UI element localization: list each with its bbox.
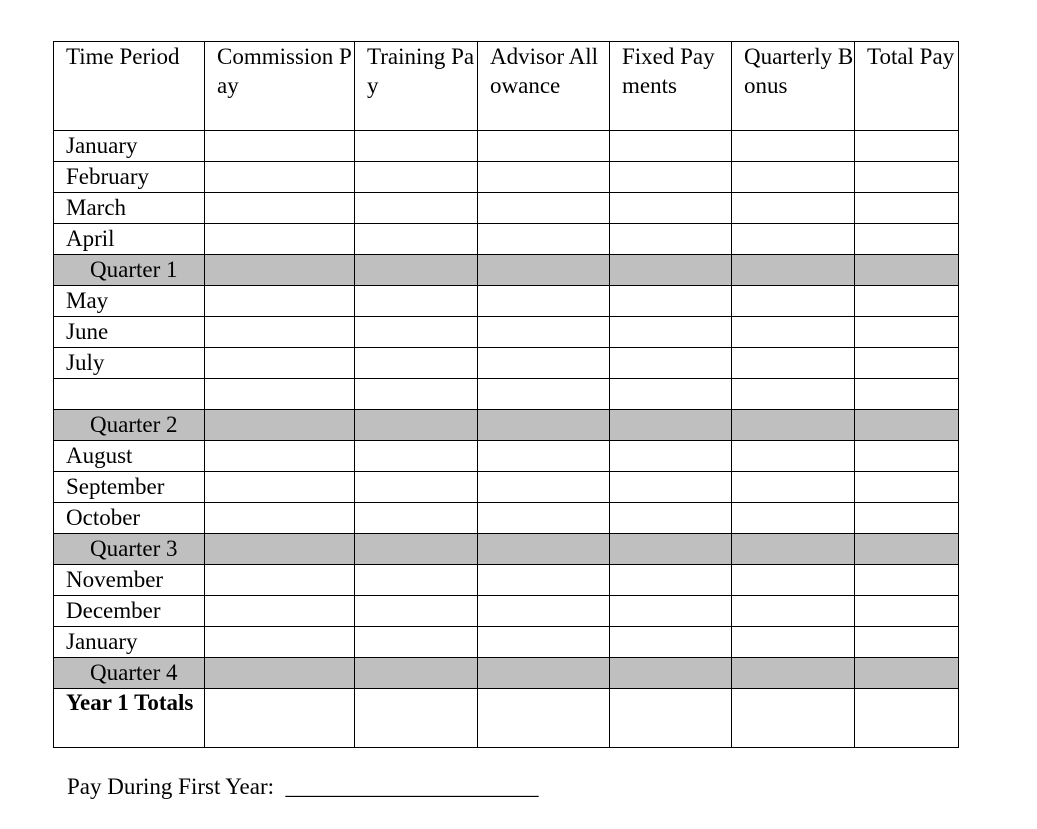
advisor-allowance-cell[interactable] — [478, 472, 610, 503]
training-pay-cell[interactable] — [355, 410, 478, 441]
quarterly-bonus-cell[interactable] — [732, 162, 855, 193]
total-pay-cell[interactable] — [855, 689, 959, 748]
fixed-payments-cell[interactable] — [610, 317, 732, 348]
total-pay-cell[interactable] — [855, 472, 959, 503]
quarter-row — [54, 410, 959, 441]
quarterly-bonus-cell[interactable] — [732, 441, 855, 472]
time-period-cell: November — [54, 565, 205, 596]
fixed-payments-cell[interactable] — [610, 596, 732, 627]
training-pay-cell[interactable] — [355, 379, 478, 410]
table-row — [54, 162, 959, 193]
commission-pay-cell[interactable] — [205, 255, 355, 286]
commission-pay-cell[interactable] — [205, 348, 355, 379]
quarter-row — [54, 534, 959, 565]
header-fixed-payments: Fixed Payments — [610, 42, 732, 131]
advisor-allowance-cell[interactable] — [478, 131, 610, 162]
time-period-cell: Quarter 3 — [54, 534, 205, 565]
table-body — [54, 131, 959, 748]
time-period-cell: September — [54, 472, 205, 503]
advisor-allowance-cell[interactable] — [478, 658, 610, 689]
commission-pay-cell[interactable] — [205, 596, 355, 627]
total-pay-cell[interactable] — [855, 131, 959, 162]
time-period-cell: Quarter 4 — [54, 658, 205, 689]
training-pay-cell[interactable] — [355, 596, 478, 627]
totals-row — [54, 689, 959, 748]
fixed-payments-cell[interactable] — [610, 348, 732, 379]
training-pay-cell[interactable] — [355, 503, 478, 534]
time-period-cell — [54, 379, 205, 410]
fixed-payments-cell[interactable] — [610, 410, 732, 441]
advisor-allowance-cell[interactable] — [478, 379, 610, 410]
total-pay-cell[interactable] — [855, 162, 959, 193]
advisor-allowance-cell[interactable] — [478, 193, 610, 224]
table-row — [54, 441, 959, 472]
table-row — [54, 379, 959, 410]
time-period-cell: Quarter 2 — [54, 410, 205, 441]
fixed-payments-cell[interactable] — [610, 193, 732, 224]
time-period-cell: July — [54, 348, 205, 379]
commission-pay-cell[interactable] — [205, 410, 355, 441]
fixed-payments-cell[interactable] — [610, 286, 732, 317]
header-quarterly-bonus: Quarterly Bonus — [732, 42, 855, 131]
training-pay-cell[interactable] — [355, 162, 478, 193]
training-pay-cell[interactable] — [355, 565, 478, 596]
fixed-payments-cell[interactable] — [610, 565, 732, 596]
total-pay-cell[interactable] — [855, 441, 959, 472]
total-pay-cell[interactable] — [855, 317, 959, 348]
header-advisor-allowance: Advisor Allowance — [478, 42, 610, 131]
training-pay-cell[interactable] — [355, 689, 478, 748]
commission-pay-cell[interactable] — [205, 503, 355, 534]
advisor-allowance-cell[interactable] — [478, 162, 610, 193]
time-period-cell: January — [54, 131, 205, 162]
quarter-row — [54, 255, 959, 286]
quarterly-bonus-cell[interactable] — [732, 317, 855, 348]
advisor-allowance-cell[interactable] — [478, 348, 610, 379]
header-commission-pay: Commission Pay — [205, 42, 355, 131]
header-training-pay: Training Pay — [355, 42, 478, 131]
total-pay-cell[interactable] — [855, 410, 959, 441]
fixed-payments-cell[interactable] — [610, 534, 732, 565]
advisor-allowance-cell[interactable] — [478, 441, 610, 472]
time-period-cell: January — [54, 627, 205, 658]
advisor-allowance-cell[interactable] — [478, 565, 610, 596]
commission-pay-cell[interactable] — [205, 472, 355, 503]
fixed-payments-cell[interactable] — [610, 131, 732, 162]
quarterly-bonus-cell[interactable] — [732, 379, 855, 410]
advisor-allowance-cell[interactable] — [478, 627, 610, 658]
training-pay-cell[interactable] — [355, 472, 478, 503]
time-period-cell: June — [54, 317, 205, 348]
pay-table — [53, 41, 959, 748]
table-row — [54, 565, 959, 596]
table-row — [54, 596, 959, 627]
quarterly-bonus-cell[interactable] — [732, 286, 855, 317]
table-row — [54, 224, 959, 255]
table-row — [54, 317, 959, 348]
fixed-payments-cell[interactable] — [610, 224, 732, 255]
total-pay-cell[interactable] — [855, 658, 959, 689]
fixed-payments-cell[interactable] — [610, 627, 732, 658]
time-period-cell: October — [54, 503, 205, 534]
table-row — [54, 472, 959, 503]
commission-pay-cell[interactable] — [205, 441, 355, 472]
table-row — [54, 503, 959, 534]
time-period-cell: May — [54, 286, 205, 317]
commission-pay-cell[interactable] — [205, 534, 355, 565]
quarterly-bonus-cell[interactable] — [732, 255, 855, 286]
training-pay-cell[interactable] — [355, 193, 478, 224]
quarterly-bonus-cell[interactable] — [732, 565, 855, 596]
quarter-row — [54, 658, 959, 689]
fixed-payments-cell[interactable] — [610, 255, 732, 286]
commission-pay-cell[interactable] — [205, 162, 355, 193]
training-pay-cell[interactable] — [355, 534, 478, 565]
total-pay-cell[interactable] — [855, 193, 959, 224]
commission-pay-cell[interactable] — [205, 565, 355, 596]
commission-pay-cell[interactable] — [205, 286, 355, 317]
commission-pay-cell[interactable] — [205, 317, 355, 348]
table-row — [54, 348, 959, 379]
fixed-payments-cell[interactable] — [610, 689, 732, 748]
quarterly-bonus-cell[interactable] — [732, 627, 855, 658]
time-period-cell: December — [54, 596, 205, 627]
fixed-payments-cell[interactable] — [610, 658, 732, 689]
quarterly-bonus-cell[interactable] — [732, 224, 855, 255]
time-period-cell: Quarter 1 — [54, 255, 205, 286]
fixed-payments-cell[interactable] — [610, 441, 732, 472]
quarterly-bonus-cell[interactable] — [732, 689, 855, 748]
advisor-allowance-cell[interactable] — [478, 224, 610, 255]
total-pay-cell[interactable] — [855, 627, 959, 658]
commission-pay-cell[interactable] — [205, 193, 355, 224]
quarterly-bonus-cell[interactable] — [732, 534, 855, 565]
table-row — [54, 193, 959, 224]
advisor-allowance-cell[interactable] — [478, 503, 610, 534]
training-pay-cell[interactable] — [355, 317, 478, 348]
table-row — [54, 131, 959, 162]
training-pay-cell[interactable] — [355, 627, 478, 658]
commission-pay-cell[interactable] — [205, 658, 355, 689]
total-pay-cell[interactable] — [855, 286, 959, 317]
time-period-cell: March — [54, 193, 205, 224]
quarterly-bonus-cell[interactable] — [732, 348, 855, 379]
header-total-pay: Total Pay — [855, 42, 959, 131]
fixed-payments-cell[interactable] — [610, 379, 732, 410]
pay-first-year-line — [67, 772, 539, 802]
commission-pay-cell[interactable] — [205, 689, 355, 748]
advisor-allowance-cell[interactable] — [478, 410, 610, 441]
advisor-allowance-cell[interactable] — [478, 689, 610, 748]
total-pay-cell[interactable] — [855, 534, 959, 565]
commission-pay-cell[interactable] — [205, 379, 355, 410]
quarterly-bonus-cell[interactable] — [732, 193, 855, 224]
table-row — [54, 627, 959, 658]
header-time-period: Time Period — [54, 42, 205, 131]
training-pay-cell[interactable] — [355, 348, 478, 379]
advisor-allowance-cell[interactable] — [478, 596, 610, 627]
advisor-allowance-cell[interactable] — [478, 534, 610, 565]
header-row — [54, 42, 959, 131]
quarterly-bonus-cell[interactable] — [732, 131, 855, 162]
pay-first-year-blank[interactable]: ______________________ — [285, 774, 539, 799]
advisor-allowance-cell[interactable] — [478, 255, 610, 286]
training-pay-cell[interactable] — [355, 255, 478, 286]
advisor-allowance-cell[interactable] — [478, 317, 610, 348]
training-pay-cell[interactable] — [355, 441, 478, 472]
total-pay-cell[interactable] — [855, 565, 959, 596]
total-pay-cell[interactable] — [855, 348, 959, 379]
training-pay-cell[interactable] — [355, 286, 478, 317]
total-pay-cell[interactable] — [855, 503, 959, 534]
quarterly-bonus-cell[interactable] — [732, 472, 855, 503]
time-period-cell: February — [54, 162, 205, 193]
fixed-payments-cell[interactable] — [610, 162, 732, 193]
fixed-payments-cell[interactable] — [610, 503, 732, 534]
fixed-payments-cell[interactable] — [610, 472, 732, 503]
quarterly-bonus-cell[interactable] — [732, 410, 855, 441]
table-row — [54, 286, 959, 317]
training-pay-cell[interactable] — [355, 224, 478, 255]
total-pay-cell[interactable] — [855, 255, 959, 286]
total-pay-cell[interactable] — [855, 224, 959, 255]
time-period-cell: Year 1 Totals — [54, 689, 205, 748]
time-period-cell: April — [54, 224, 205, 255]
advisor-allowance-cell[interactable] — [478, 286, 610, 317]
commission-pay-cell[interactable] — [205, 224, 355, 255]
pay-first-year-label: Pay During First Year: — [67, 774, 275, 799]
quarterly-bonus-cell[interactable] — [732, 658, 855, 689]
total-pay-cell[interactable] — [855, 379, 959, 410]
quarterly-bonus-cell[interactable] — [732, 596, 855, 627]
quarterly-bonus-cell[interactable] — [732, 503, 855, 534]
training-pay-cell[interactable] — [355, 658, 478, 689]
commission-pay-cell[interactable] — [205, 131, 355, 162]
time-period-cell: August — [54, 441, 205, 472]
training-pay-cell[interactable] — [355, 131, 478, 162]
commission-pay-cell[interactable] — [205, 627, 355, 658]
total-pay-cell[interactable] — [855, 596, 959, 627]
